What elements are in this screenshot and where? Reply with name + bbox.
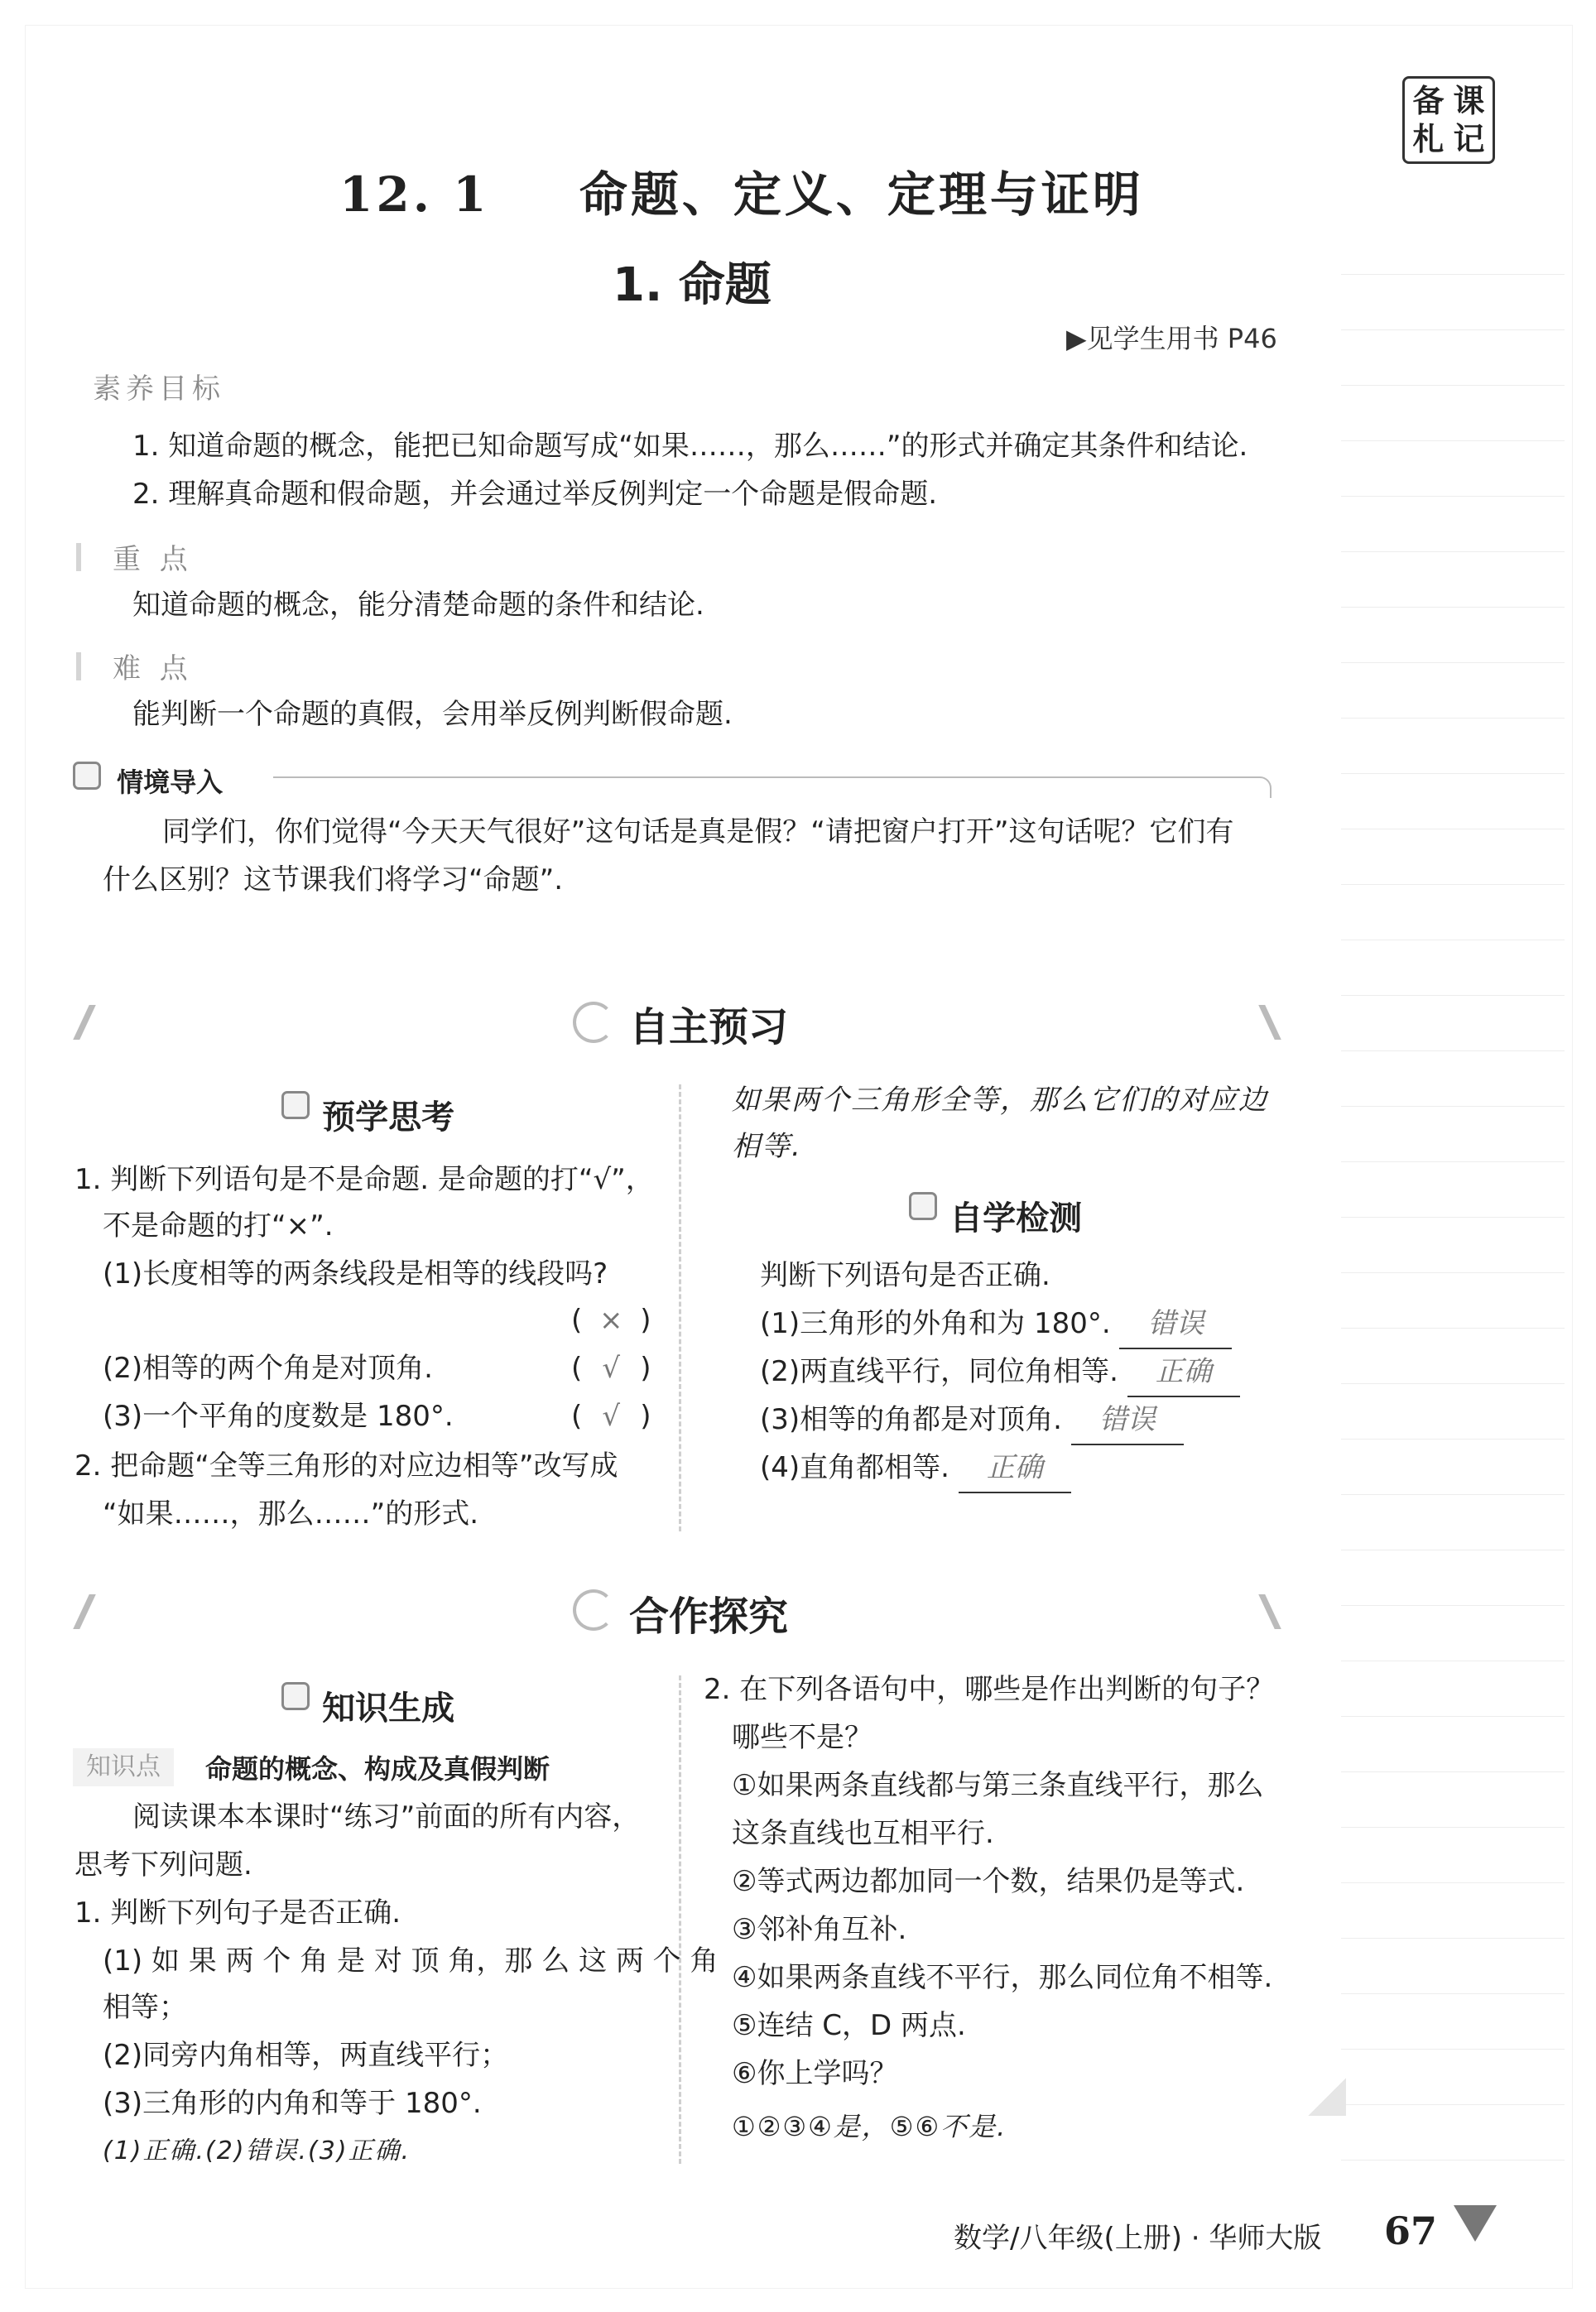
- question-text: 1. 判断下列语句是不是命题. 是命题的打“√”，: [75, 1163, 654, 1196]
- checklist-icon: [909, 1192, 937, 1220]
- handwritten-answer: (1)正确.(2)错误.(3)正确.: [103, 2137, 411, 2165]
- difficulty-bar: [76, 652, 81, 680]
- knowledge-header: [281, 1682, 454, 1729]
- key-point-bar: [76, 543, 81, 571]
- footer-book-title: 数学/八年级(上册) · 华师大版: [954, 2222, 1322, 2255]
- lesson-title: 1. 命题: [613, 258, 772, 312]
- handwritten-answer: 如果两个三角形全等，那么它们的对应边: [732, 1084, 1268, 1117]
- statement-item: ⑤连结 C，D 两点.: [732, 2009, 966, 2042]
- question-text: 2. 在下列各语句中，哪些是作出判断的句子？: [704, 1673, 1275, 1706]
- statement-item: ①如果两条直线都与第三条直线平行，那么: [732, 1769, 1264, 1802]
- question-item: (1)长度相等的两条线段是相等的线段吗?: [103, 1257, 608, 1291]
- notes-stamp: [1402, 76, 1495, 164]
- question-item: (2)相等的两个角是对顶角.: [103, 1352, 433, 1385]
- knowledge-point-title: 命题的概念、构成及真假判断: [205, 1753, 550, 1785]
- statement-item: ⑥你上学吗？: [732, 2057, 898, 2090]
- check-item: [760, 1348, 1240, 1397]
- think-title: 预学思考: [322, 1098, 455, 1137]
- difficulty-text: 能判断一个命题的真假，会用举反例判断假命题.: [132, 698, 733, 731]
- check-item-text: (1)三角形的外角和为 180°.: [760, 1307, 1111, 1340]
- answer-bracket: ( √ ): [571, 1392, 651, 1440]
- check-answer: 正确: [959, 1444, 1071, 1493]
- lightbulb-icon: [281, 1091, 310, 1119]
- corner-arrow-icon: [1454, 2205, 1497, 2242]
- swirl-icon: [573, 1589, 614, 1631]
- reading-instruction: 阅读课本本课时“练习”前面的所有内容，: [132, 1800, 641, 1834]
- goal-item: 1. 知道命题的概念，能把已知命题写成“如果……，那么……”的形式并确定其条件和结论.: [132, 430, 1248, 463]
- stamp-char: 记: [1453, 121, 1485, 157]
- check-intro: 判断下列语句是否正确.: [760, 1259, 1050, 1292]
- notes-column: [1341, 219, 1565, 2156]
- intro-label: 情境导入: [117, 767, 224, 798]
- check-answer: 错误: [1119, 1300, 1232, 1349]
- intro-line: 什么区别？这节课我们将学习“命题”.: [103, 863, 564, 896]
- check-header: [909, 1192, 1082, 1239]
- swirl-icon: [573, 1002, 614, 1043]
- check-item: [760, 1300, 1232, 1349]
- intro-header: [73, 762, 223, 800]
- answer-mark: ×: [599, 1304, 623, 1337]
- check-title: 自学检测: [949, 1199, 1083, 1238]
- page-number: 67: [1384, 2209, 1438, 2253]
- difficulty-label: 难 点: [113, 652, 193, 685]
- column-divider: [679, 1084, 681, 1531]
- knowledge-title: 知识生成: [322, 1690, 455, 1728]
- key-point-label: 重 点: [113, 543, 193, 576]
- question-item: (3)一个平角的度数是 180°.: [103, 1400, 454, 1433]
- question-text: 2. 把命题“全等三角形的对应边相等”改写成: [75, 1449, 618, 1483]
- check-item-text: (2)两直线平行，同位角相等.: [760, 1355, 1118, 1388]
- check-answer: 错误: [1071, 1396, 1184, 1445]
- reading-instruction: 思考下列问题.: [75, 1848, 252, 1882]
- column-divider: [679, 1675, 681, 2164]
- handwritten-answer: 相等.: [732, 1130, 802, 1163]
- handwritten-answer: ①②③④是，⑤⑥不是.: [732, 2111, 1007, 2142]
- question-item: (2)同旁内角相等，两直线平行；: [103, 2039, 509, 2072]
- check-item-text: (4)直角都相等.: [760, 1451, 949, 1484]
- stamp-char: 札: [1412, 121, 1445, 157]
- statement-item: ③邻补角互补.: [732, 1913, 907, 1946]
- question-item: 相等；: [103, 1991, 187, 2024]
- question-text: 哪些不是？: [732, 1721, 873, 1754]
- check-item: [760, 1444, 1071, 1493]
- section-title: [339, 156, 1144, 225]
- student-book-reference: ▶见学生用书 P46: [1066, 323, 1277, 354]
- goal-item: 2. 理解真命题和假命题，并会通过举反例判定一个命题是假命题.: [132, 478, 938, 511]
- question-item: (1) 如 果 两 个 角 是 对 顶 角，那 么 这 两 个 角: [103, 1944, 719, 1978]
- check-item: [760, 1396, 1184, 1445]
- question-text: “如果……，那么……”的形式.: [103, 1497, 479, 1531]
- corner-decoration: [1308, 2078, 1346, 2116]
- think-header: [281, 1091, 454, 1138]
- question-item: (3)三角形的内角和等于 180°.: [103, 2087, 482, 2120]
- question-text: 1. 判断下列句子是否正确.: [75, 1896, 401, 1930]
- answer-bracket: ( √ ): [571, 1344, 651, 1392]
- answer-mark: √: [602, 1400, 621, 1433]
- statement-item: ②等式两边都加同一个数，结果仍是等式.: [732, 1865, 1245, 1898]
- explore-section-title: 合作探究: [629, 1593, 789, 1640]
- key-point-text: 知道命题的概念，能分清楚命题的条件和结论.: [132, 589, 704, 622]
- check-answer: 正确: [1127, 1348, 1240, 1397]
- stamp-char: 课: [1453, 83, 1485, 119]
- answer-bracket: ( × ): [571, 1296, 651, 1344]
- check-item-text: (3)相等的角都是对顶角.: [760, 1403, 1062, 1436]
- document-icon: [73, 762, 101, 790]
- section-title-text: 命题、定义、定理与证明: [579, 166, 1144, 223]
- knowledge-point-label: 知识点: [73, 1748, 174, 1786]
- preview-section-title: 自主预习: [629, 1004, 789, 1050]
- answer-mark: √: [602, 1352, 621, 1385]
- intro-line: 同学们，你们觉得“今天天气很好”这句话是真是假？“请把窗户打开”这句话呢？它们有: [162, 815, 1234, 848]
- section-number: 12. 1: [339, 166, 490, 223]
- statement-item: 这条直线也互相平行.: [732, 1817, 994, 1850]
- intro-divider: [273, 776, 1272, 798]
- question-text: 不是命题的打“×”.: [103, 1209, 334, 1243]
- stamp-char: 备: [1412, 83, 1445, 119]
- book-icon: [281, 1682, 310, 1710]
- statement-item: ④如果两条直线不平行，那么同位角不相等.: [732, 1961, 1273, 1994]
- goals-label: 素养目标: [93, 373, 225, 406]
